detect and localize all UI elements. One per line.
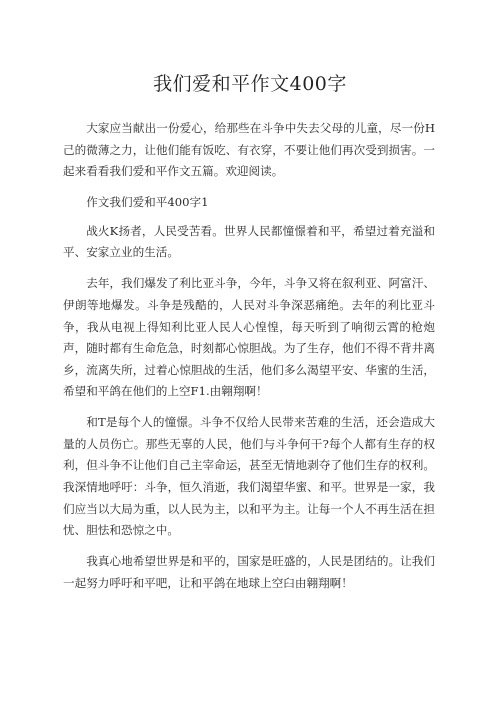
document-body (63, 118, 435, 604)
closing-paragraph: 我真心地希望世界是和平的，国家是旺盛的，人民是团结的。让我们一起努力呼吁和平吧，让和平鸽在地球上空臼由翱翔啊！ (63, 554, 435, 590)
body-paragraph: 去年，我们爆发了利比亚斗争，今年，斗争又将在叙利亚、阿富汗、伊朗等地爆发。斗争是残酷的，人民对斗争深恶痛绝。去年的利比亚斗争，我从电视上得知利比亚人民人心惶惶，每天听到了响彻云霄的枪炮声，随时都有生命危急，时刻都心惊胆战。为了生存，他们不得不背井离乡，流离失所，过着心惊胆战的生活，他们多么渴望平安、华蜜的生活，希望和平鸽在他们的上空F1.由翱翔啊！ (63, 276, 435, 399)
body-paragraph: 战火K扬者，人民受苦看。世界人民都憧憬着和平，希望过着充溢和平、安家立业的生活。 (63, 223, 435, 260)
document-title: 我们爱和平作文400字 (153, 73, 347, 95)
intro-paragraph: 大家应当献出一份爱心，给那些在斗争中失去父母的儿童，尽一份H己的微薄之力，让他们能有饭吃、有衣穿，不要让他们再次受到损害。一起来看看我们爱和平作文五篇。欢迎阅读。 (63, 121, 435, 179)
body-paragraph: 和T是每个人的憧憬。斗争不仅给人民带来苦难的生活，还会造成大量的人员伤亡。那些无辜的人民，他们与斗争何干?每个人都有生存的权利，但斗争不让他们自己主宰命运，甚至无情地剥夺了他们生存的权利。我深情地呼吁：斗争，恒久消逝，我们渴望华蜜、和平。世界是一家，我们应当以大局为重，以人民为主，以和平为主。让每一个人不再生活在担忧、胆怯和恐惊之中。 (63, 415, 435, 538)
section-heading: 作文我们爱和平400字1 (86, 195, 209, 210)
